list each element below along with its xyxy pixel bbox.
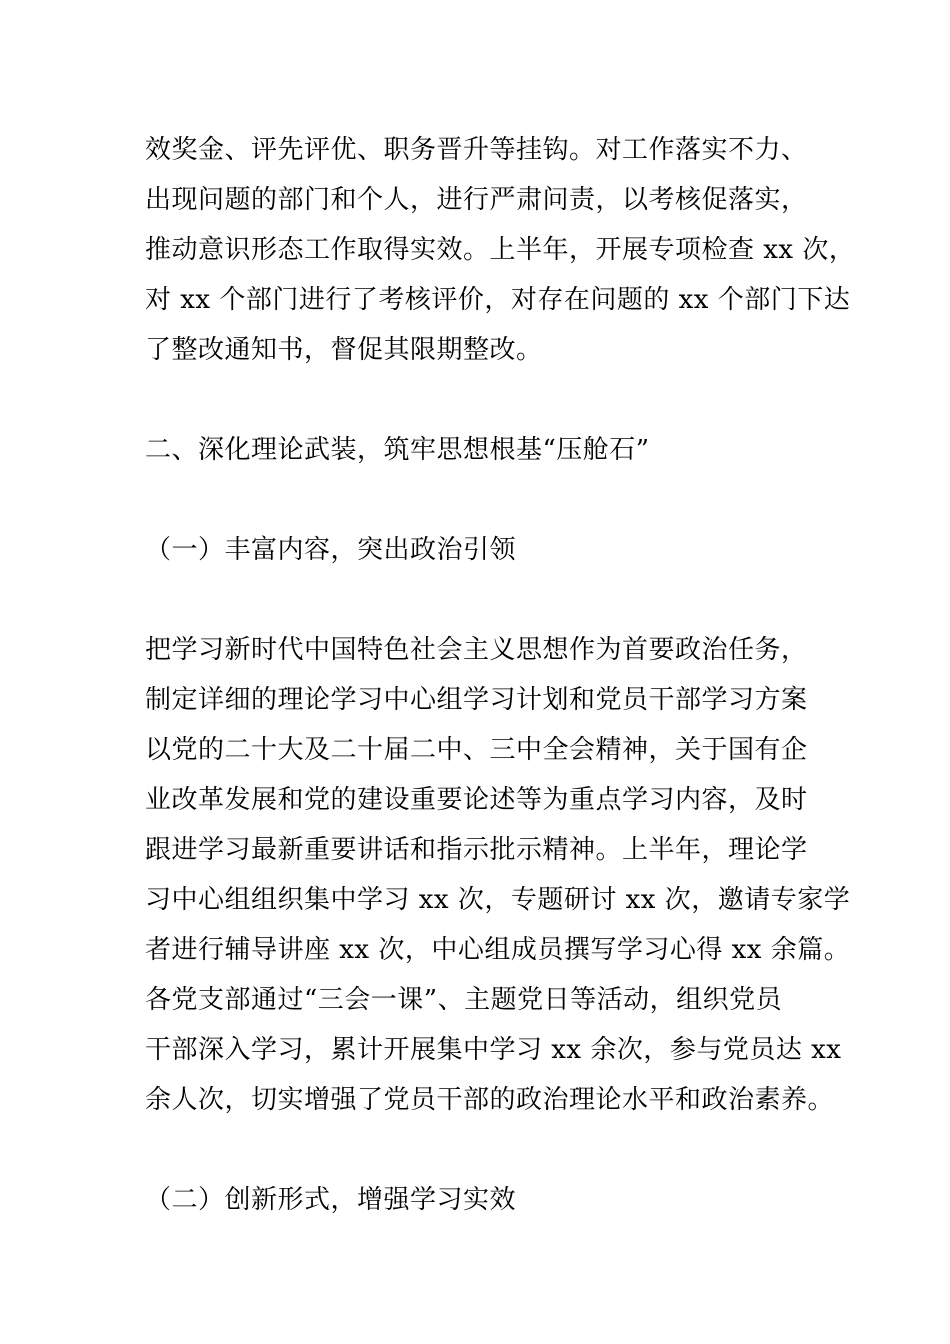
section-heading: 二、深化理论武装，筑牢思想根基“压舱石” <box>145 435 650 465</box>
paragraph-line: 者进行辅导讲座 xx 次，中心组成员撰写学习心得 xx 余篇。 <box>145 935 851 965</box>
subsection-heading: （一）丰富内容，突出政治引领 <box>145 535 517 565</box>
paragraph-line: 推动意识形态工作取得实效。上半年，开展专项检查 xx 次， <box>145 235 856 265</box>
paragraph-line: 干部深入学习，累计开展集中学习 xx 余次，参与党员达 xx <box>145 1035 842 1065</box>
paragraph-line: 出现问题的部门和个人，进行严肃问责，以考核促落实， <box>145 185 808 215</box>
paragraph-line: 余人次，切实增强了党员干部的政治理论水平和政治素养。 <box>145 1085 835 1115</box>
paragraph-line: 制定详细的理论学习中心组学习计划和党员干部学习方案 <box>145 685 808 715</box>
paragraph-line: 业改革发展和党的建设重要论述等为重点学习内容，及时 <box>145 785 808 815</box>
paragraph-line: 了整改通知书，督促其限期整改。 <box>145 335 543 365</box>
paragraph-line: 跟进学习最新重要讲话和指示批示精神。上半年，理论学 <box>145 835 808 865</box>
paragraph-line: 对 xx 个部门进行了考核评价，对存在问题的 xx 个部门下达 <box>145 285 851 315</box>
paragraph-line: 各党支部通过“三会一课”、主题党日等活动，组织党员 <box>145 985 783 1015</box>
paragraph-line: 以党的二十大及二十届二中、三中全会精神，关于国有企 <box>145 735 808 765</box>
subsection-heading: （二）创新形式，增强学习实效 <box>145 1185 517 1215</box>
paragraph-line: 把学习新时代中国特色社会主义思想作为首要政治任务， <box>145 635 808 665</box>
paragraph-line: 习中心组组织集中学习 xx 次，专题研讨 xx 次，邀请专家学 <box>145 885 851 915</box>
paragraph-line: 效奖金、评先评优、职务晋升等挂钩。对工作落实不力、 <box>145 135 808 165</box>
